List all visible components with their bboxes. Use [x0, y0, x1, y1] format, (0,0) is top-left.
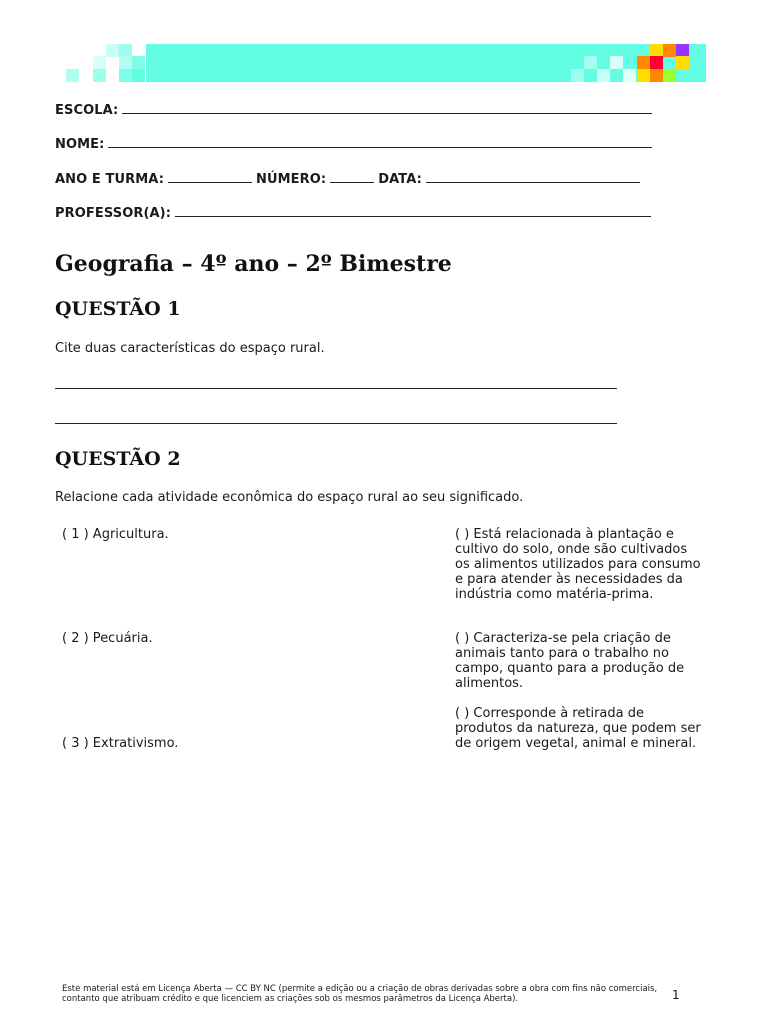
- banner-pixel: [132, 69, 145, 82]
- banner-pixel: [66, 69, 79, 82]
- header-banner: [66, 44, 690, 82]
- question1-heading: QUESTÃO 1: [55, 298, 181, 320]
- match-item-pecuaria: ( 2 ) Pecuária.: [62, 631, 153, 646]
- answer-line-1[interactable]: [55, 388, 617, 389]
- field-nome-line[interactable]: [108, 137, 652, 148]
- field-ano-turma-label: ANO E TURMA:: [55, 172, 164, 187]
- match-description-1[interactable]: ( ) Está relacionada à plantação e cultivo do solo, onde são cultivados os alimentos utilizados para consumo e para atender às necessidades da indústria como matéria-prima.: [455, 527, 701, 602]
- field-professor: [55, 206, 655, 221]
- banner-pixel: [663, 44, 676, 57]
- page-number: 1: [672, 988, 680, 1002]
- field-data-label: DATA:: [378, 172, 422, 187]
- field-escola-label: ESCOLA:: [55, 103, 119, 118]
- field-data-line[interactable]: [426, 172, 640, 183]
- question2-heading: QUESTÃO 2: [55, 448, 181, 470]
- field-professor-line[interactable]: [175, 206, 651, 217]
- banner-pixel: [650, 56, 663, 69]
- field-numero-label: NÚMERO:: [256, 172, 327, 187]
- match-item-agricultura: ( 1 ) Agricultura.: [62, 527, 169, 542]
- field-ano-turma-line[interactable]: [168, 172, 252, 183]
- match-description-2[interactable]: ( ) Caracteriza-se pela criação de animais tanto para o trabalho no campo, quanto para a produção de alimentos.: [455, 631, 685, 691]
- banner-pixel: [610, 56, 623, 69]
- banner-pixel: [597, 69, 610, 82]
- banner-pixel: [119, 69, 132, 82]
- field-nome-label: NOME:: [55, 137, 105, 152]
- banner-pixel: [119, 56, 132, 69]
- banner-pixel: [584, 56, 597, 69]
- page-title: Geografia – 4º ano – 2º Bimestre: [55, 251, 452, 277]
- banner-pixel: [637, 69, 650, 82]
- banner-pixel: [637, 56, 650, 69]
- banner-pixel: [663, 69, 676, 82]
- banner-pixel: [93, 69, 106, 82]
- match-item-extrativismo: ( 3 ) Extrativismo.: [62, 736, 179, 751]
- banner-pixel: [93, 56, 106, 69]
- field-numero-line[interactable]: [330, 172, 374, 183]
- question1-prompt: Cite duas características do espaço rural.: [55, 341, 325, 356]
- match-description-3[interactable]: ( ) Corresponde à retirada de produtos da natureza, que podem ser de origem vegetal, animal e mineral.: [455, 706, 701, 751]
- question2-prompt: Relacione cada atividade econômica do espaço rural ao seu significado.: [55, 490, 524, 505]
- license-footer: Este material está em Licença Aberta — CC BY NC (permite a edição ou a criação de obras derivadas sobre a obra com fins não comerciais, contanto que atribuam crédito e que licenciem as criações sob os mesmos parâmetros da Licença Aberta).: [62, 984, 658, 1004]
- banner-pixel: [132, 56, 145, 69]
- field-escola-line[interactable]: [122, 103, 652, 114]
- banner-pixel: [676, 56, 689, 69]
- field-nome: [55, 137, 656, 152]
- banner-pixel: [623, 69, 636, 82]
- field-ano-turma: [55, 172, 644, 187]
- banner-pixel: [571, 69, 584, 82]
- field-escola: [55, 103, 656, 118]
- banner-pixel: [650, 69, 663, 82]
- banner-pixel: [106, 44, 119, 57]
- answer-line-2[interactable]: [55, 423, 617, 424]
- field-professor-label: PROFESSOR(A):: [55, 206, 171, 221]
